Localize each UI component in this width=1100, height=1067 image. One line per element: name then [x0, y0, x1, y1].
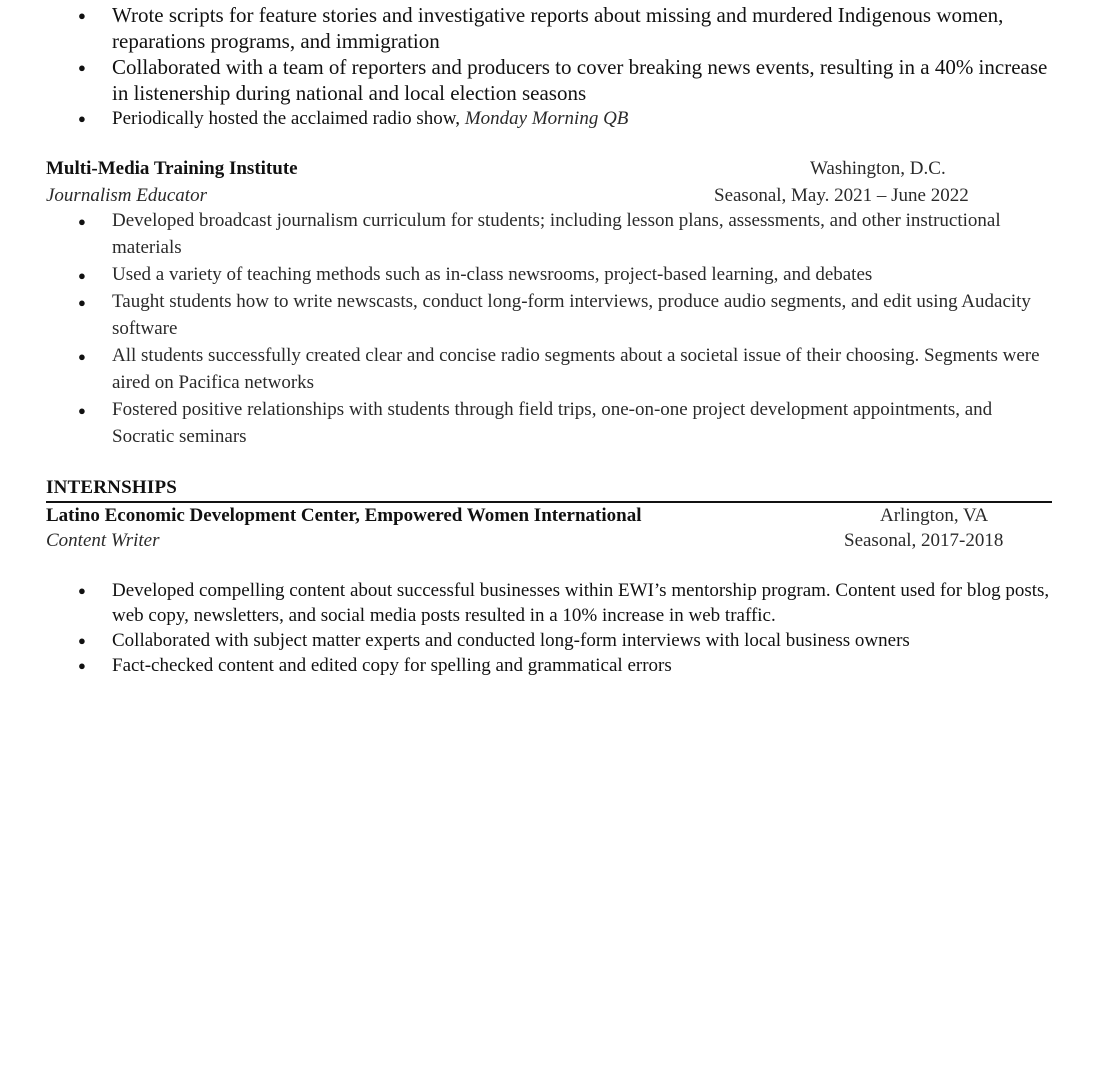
bullet-icon — [78, 397, 86, 424]
bullet-text: Fact-checked content and edited copy for spelling and grammatical errors — [112, 655, 672, 676]
bullet-text: Wrote scripts for feature stories and investigative reports about missing and murdered Indigenous women, reparations programs, and immigration — [112, 3, 1004, 53]
list-item — [46, 578, 1056, 628]
mmti-header-row — [46, 158, 1056, 184]
organization-name: Latino Economic Development Center, Empowered Women International — [46, 505, 642, 526]
bullet-text: Collaborated with subject matter experts and conducted long-form interviews with local business owners — [112, 630, 910, 651]
list-item — [46, 342, 1056, 396]
list-item — [46, 106, 1056, 131]
bullet-icon — [78, 55, 86, 81]
bullet-icon — [78, 343, 86, 370]
bullet-text: All students successfully created clear and concise radio segments about a societal issue of their choosing. Segments were aired on Pacifica networks — [112, 345, 1040, 393]
dates: Seasonal, May. 2021 – June 2022 — [714, 185, 969, 206]
list-item — [46, 628, 1056, 653]
section-title-internships: INTERNSHIPS — [46, 477, 178, 498]
list-item — [46, 207, 1056, 261]
list-item — [46, 653, 1056, 678]
bullet-text: Used a variety of teaching methods such as in-class newsrooms, project-based learning, and debates — [112, 264, 873, 285]
bullet-icon — [78, 3, 86, 29]
organization-name: Multi-Media Training Institute — [46, 158, 298, 179]
bullet-text: Fostered positive relationships with students through field trips, one-on-one project development appointments, and Socratic seminars — [112, 399, 993, 447]
internship-header-row — [46, 505, 1056, 531]
role-title: Journalism Educator — [46, 185, 207, 206]
bullet-icon — [78, 208, 86, 235]
internship-bullets — [46, 578, 1056, 678]
list-item — [46, 396, 1056, 450]
show-name: Monday Morning QB — [464, 108, 629, 129]
list-item — [46, 2, 1056, 54]
bullet-icon — [78, 628, 86, 653]
bullet-text: Collaborated with a team of reporters and producers to cover breaking news events, resulting in a 40% increase in listenership during national and local election seasons — [112, 55, 1048, 105]
bullet-icon — [78, 653, 86, 678]
bullet-icon — [78, 106, 86, 131]
internship-role-row — [46, 530, 1056, 556]
list-item — [46, 54, 1056, 106]
bullet-icon — [78, 578, 86, 603]
bullet-text: Developed broadcast journalism curriculum for students; including lesson plans, assessments, and other instructional materials — [112, 210, 1001, 258]
role-title: Content Writer — [46, 530, 160, 551]
bullet-text: Developed compelling content about successful businesses within EWI’s mentorship program. Content used for blog posts, web copy, newsletters, and social media posts resulted in a 10% increase in web traffic. — [112, 580, 1050, 626]
previous-role-bullets — [46, 2, 1056, 131]
section-divider — [46, 501, 1052, 503]
location: Washington, D.C. — [810, 158, 946, 179]
bullet-text: Taught students how to write newscasts, conduct long-form interviews, produce audio segments, and edit using Audacity software — [112, 291, 1031, 339]
bullet-icon — [78, 289, 86, 316]
dates: Seasonal, 2017-2018 — [844, 530, 1004, 551]
list-item — [46, 261, 1056, 288]
list-item — [46, 288, 1056, 342]
bullet-icon — [78, 262, 86, 289]
location: Arlington, VA — [880, 505, 989, 526]
mmti-bullets — [46, 207, 1056, 450]
bullet-text: Periodically hosted the acclaimed radio show, — [112, 108, 465, 129]
